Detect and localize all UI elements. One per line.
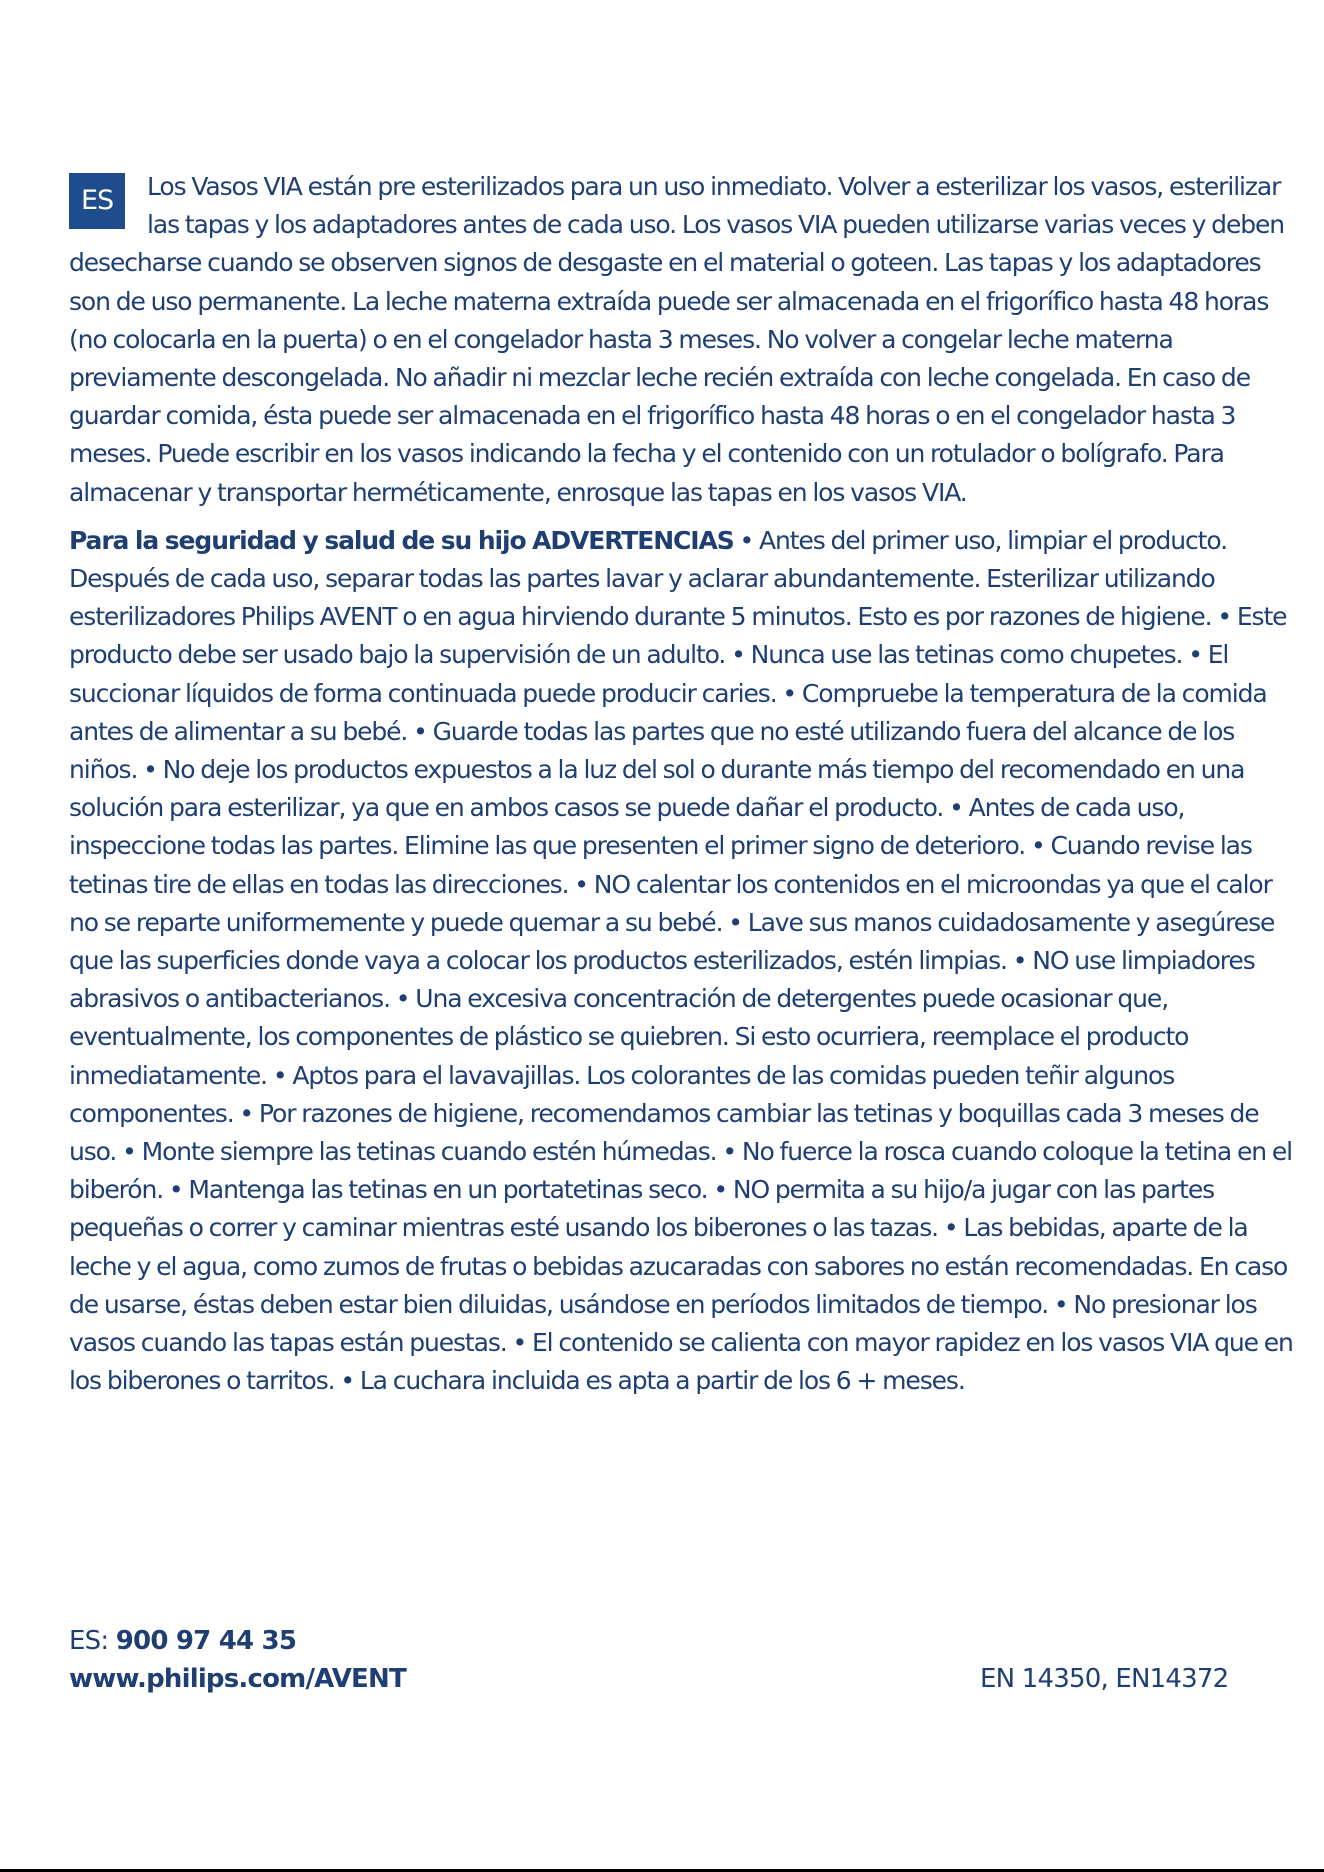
warnings-paragraph	[69, 522, 1299, 1401]
main-content	[69, 168, 1299, 1401]
standards-text: EN 14350, EN14372	[980, 1664, 1229, 1694]
contact-block	[69, 1622, 406, 1698]
phone-line	[69, 1622, 406, 1660]
intro-paragraph	[69, 168, 1299, 512]
website-link: www.philips.com/AVENT	[69, 1664, 406, 1694]
phone-label: ES:	[69, 1626, 116, 1656]
phone-number: 900 97 44 35	[115, 1626, 297, 1656]
language-badge: ES	[69, 173, 125, 229]
intro-text: Los Vasos VIA están pre esterilizados para un uso inmediato. Volver a esterilizar los vasos, esterilizar las tapas y los adaptadores antes de cada uso. Los vasos VIA pueden utilizarse varias veces y deben desecharse cuando se observen signos de desgaste en el material o goteen. Las tapas y los adaptadores son de uso permanente. La leche materna extraída puede ser almacenada en el frigorífico hasta 48 horas (no colocarla en la puerta) o en el congelador hasta 3 meses. No volver a congelar leche materna previamente descongelada. No añadir ni mezclar leche recién extraída con leche congelada. En caso de guardar comida, ésta puede ser almacenada en el frigorífico hasta 48 horas o en el congelador hasta 3 meses. Puede escribir en los vasos indicando la fecha y el contenido con un rotulador o bolígrafo. Para almacenar y transportar herméticamente, enrosque las tapas en los vasos VIA.	[69, 172, 1285, 507]
warnings-heading: Para la seguridad y salud de su hijo ADVERTENCIAS	[69, 525, 734, 555]
warnings-text: • Antes del primer uso, limpiar el producto. Después de cada uso, separar todas las partes lavar y aclarar abundantemente. Esterilizar utilizando esterilizadores Philips AVENT o en agua hirviendo durante 5 minutos. Esto es por razones de higiene. • Este producto debe ser usado bajo la supervisión de un adulto. • Nunca use las tetinas como chupetes. • El succionar líquidos de forma continuada puede producir caries. • Compruebe la temperatura de la comida antes de alimentar a su bebé. • Guarde todas las partes que no esté utilizando fuera del alcance de los niños. • No deje los productos expuestos a la luz del sol o durante más tiempo del recomendado en una solución para esterilizar, ya que en ambos casos se puede dañar el producto. • Antes de cada uso, inspeccione todas las partes. Elimine las que presenten el primer signo de deterioro. • Cuando revise las tetinas tire de ellas en todas las direcciones. • NO calentar los contenidos en el microondas ya que el calor no se reparte uniformemente y puede quemar a su bebé. • Lave sus manos cuidadosamente y asegúrese que las superficies donde vaya a colocar los productos esterilizados, estén limpias. • NO use limpiadores abrasivos o antibacterianos. • Una excesiva concentración de detergentes puede ocasionar que, eventualmente, los componentes de plástico se quiebren. Si esto ocurriera, reemplace el producto inmediatamente. • Aptos para el lavavajillas. Los colorantes de las comidas pueden teñir algunos componentes. • Por razones de higiene, recomendamos cambiar las tetinas y boquillas cada 3 meses de uso. • Monte siempre las tetinas cuando estén húmedas. • No fuerce la rosca cuando coloque la tetina en el biberón. • Mantenga las tetinas en un portatetinas seco. • NO permita a su hijo/a jugar con las partes pequeñas o correr y caminar mientras esté usando los biberones o las tazas. • Las bebidas, aparte de la leche y el agua, como zumos de frutas o bebidas azucaradas con sabores no están recomendadas. En caso de usarse, éstas deben estar bien diluidas, usándose en períodos limitados de tiempo. • No presionar los vasos cuando las tapas están puestas. • El contenido se calienta con mayor rapidez en los vasos VIA que en los biberones o tarritos. • La cuchara incluida es apta a partir de los 6 + meses.	[69, 525, 1293, 1396]
